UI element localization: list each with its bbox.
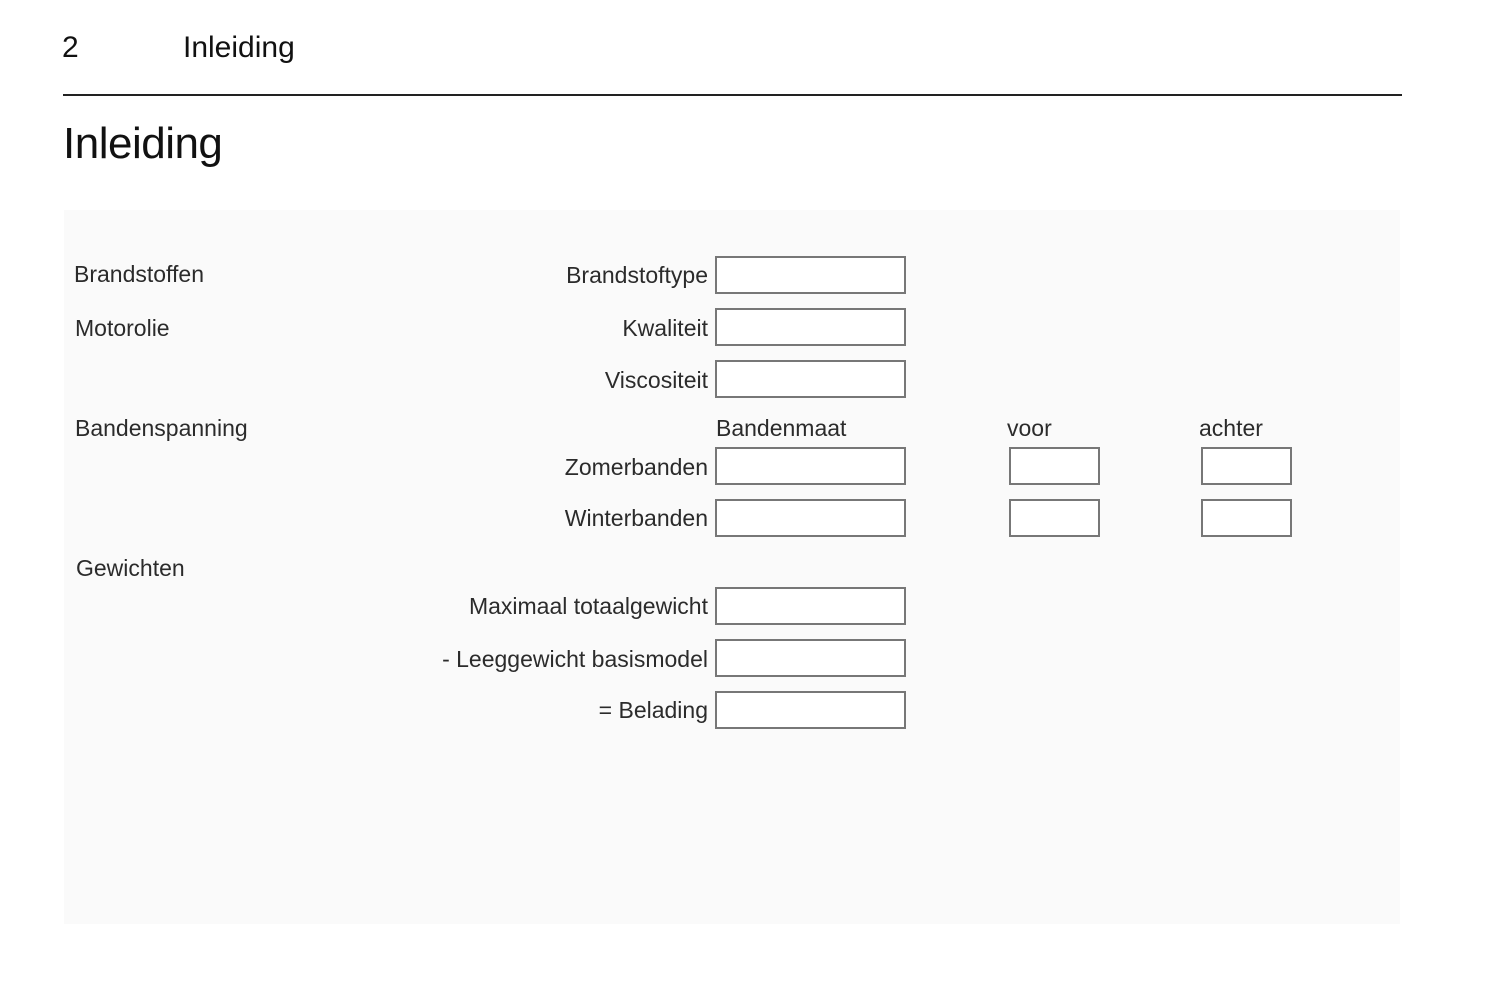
header-divider — [63, 94, 1402, 96]
summer-tyre-rear-pressure-field[interactable] — [1201, 447, 1292, 485]
tyre-rear-column-header: achter — [1199, 415, 1263, 441]
summer-tyres-label: Zomerbanden — [564, 454, 708, 480]
oil-viscosity-label: Viscositeit — [604, 367, 708, 393]
summer-tyre-size-field[interactable] — [715, 447, 906, 485]
section-engine-oil: Motorolie — [75, 315, 170, 341]
winter-tyre-rear-pressure-field[interactable] — [1201, 499, 1292, 537]
empty-weight-label: - Leeggewicht basismodel — [442, 646, 708, 672]
load-label: = Belading — [598, 697, 708, 723]
winter-tyre-size-field[interactable] — [715, 499, 906, 537]
load-field[interactable] — [715, 691, 906, 729]
winter-tyre-front-pressure-field[interactable] — [1009, 499, 1100, 537]
tyre-size-column-header: Bandenmaat — [716, 415, 847, 441]
page-number: 2 — [62, 31, 79, 64]
section-tyre-pressure: Bandenspanning — [75, 415, 248, 441]
winter-tyres-label: Winterbanden — [564, 505, 708, 531]
tyre-front-column-header: voor — [1007, 415, 1052, 441]
empty-weight-field[interactable] — [715, 639, 906, 677]
fuel-type-field[interactable] — [715, 256, 906, 294]
page-title: Inleiding — [63, 119, 223, 168]
oil-viscosity-field[interactable] — [715, 360, 906, 398]
running-header: Inleiding — [183, 31, 295, 64]
vehicle-data-form — [64, 210, 1400, 924]
max-total-weight-field[interactable] — [715, 587, 906, 625]
oil-quality-field[interactable] — [715, 308, 906, 346]
oil-quality-label: Kwaliteit — [622, 315, 708, 341]
section-weights: Gewichten — [76, 555, 185, 581]
summer-tyre-front-pressure-field[interactable] — [1009, 447, 1100, 485]
section-fuel: Brandstoffen — [74, 261, 205, 287]
fuel-type-label: Brandstoftype — [566, 262, 708, 288]
max-total-weight-label: Maximaal totaalgewicht — [468, 593, 708, 619]
